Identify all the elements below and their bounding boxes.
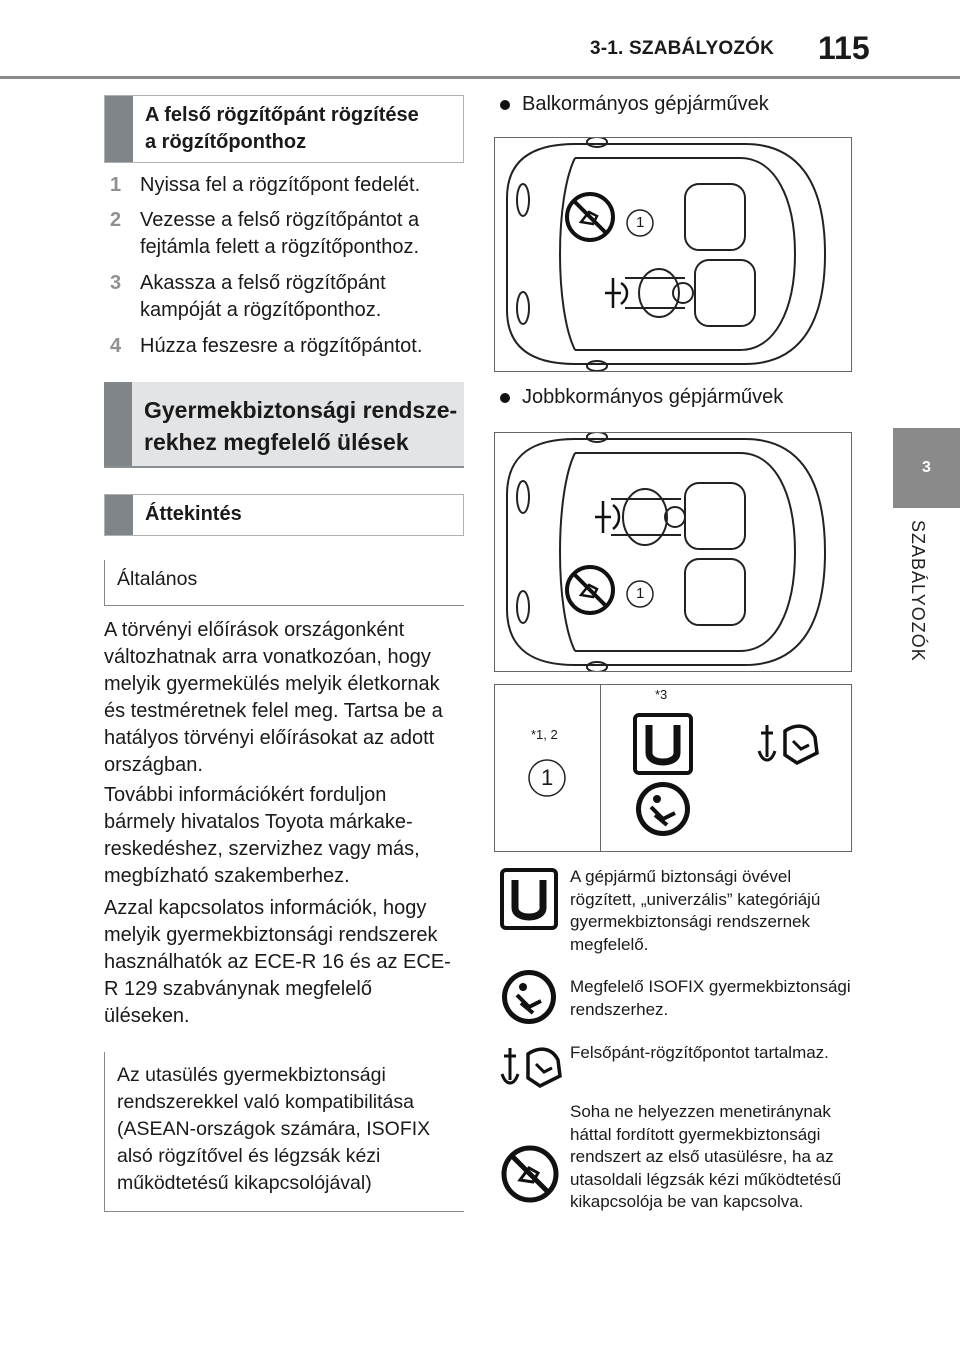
heading-suitable-seats	[104, 382, 464, 468]
universal-u-icon	[633, 713, 693, 775]
no-rear-facing-seat-icon	[500, 1144, 560, 1204]
legend-text-no-rear-facing: Soha ne helyezzen menetiránynak háttal fordított gyermekbiztonsági rendszert az első utasülésre, ha az utasoldali légzsák kézi működtetésű kikapcsolója be van kapcsolva.	[570, 1102, 842, 1211]
subheading-compatibility: Az utasülés gyermekbiztonsági rendszerekkel való kompatibilitása (ASEAN-országok számára, ISOFIX alsó rögzítővel és légzsák kézi működtetésű kikapcsolójával)	[104, 1052, 464, 1212]
header-divider	[0, 76, 960, 79]
chapter-tab[interactable]: 3	[893, 428, 960, 508]
page-number: 115	[818, 30, 870, 66]
isofix-seat-icon	[633, 779, 693, 839]
heading-line-2: a rögzítőponthoz	[145, 131, 307, 153]
car-top-view	[495, 138, 851, 371]
seat-number-label: 1	[636, 214, 645, 231]
car-diagram-lhd	[494, 137, 852, 372]
seat-number-label: 1	[636, 585, 645, 602]
top-tether-anchor-icon	[757, 717, 823, 771]
compatibility-table	[494, 684, 852, 852]
no-rear-facing-seat-icon	[563, 563, 617, 617]
table-note-right: *3	[655, 687, 668, 702]
heading-overview: Áttekintés	[104, 494, 464, 536]
paragraph-2: További információkért forduljon bármely hivatalos Toyota márkakereskedéshez, szervizhez vagy más, megbízható szakemberhez.	[104, 784, 420, 887]
section-title: 3-1. SZABÁLYOZÓK	[590, 38, 775, 59]
paragraph-3: Azzal kapcsolatos információk, hogy melyik gyermekbiztonsági rendszerek használhatók az ECE-R 16 és az ECE-R 129 szabványnak megfelelő üléseken.	[104, 897, 451, 1027]
legend-text-isofix: Megfelelő ISOFIX gyermekbiztonsági rendszerhez.	[570, 977, 851, 1019]
legend-text-top-tether: Felsőpánt-rögzítőpontot tartalmaz.	[570, 1043, 829, 1062]
car-top-view	[495, 433, 851, 671]
heading-line-1: A felső rögzítőpánt rögzítése	[145, 104, 419, 126]
no-rear-facing-seat-icon	[563, 190, 617, 244]
isofix-seat-icon	[500, 968, 558, 1026]
heading-line-1: Gyermekbiztonsági rendsze-	[144, 397, 458, 423]
top-tether-anchor-icon	[500, 1040, 566, 1094]
table-note-left: *1, 2	[531, 727, 558, 742]
legend-text-universal: A gépjármű biztonsági övével rögzített, „univerzális” kategóriájú gyermekbiztonsági rendszernek megfelelő.	[570, 867, 821, 954]
heading-top-tether	[104, 95, 464, 163]
paragraph-1: A törvényi előírások országonként változhatnak arra vonatkozóan, hogy melyik gyermekülés melyik életkornak és testméretnek felel meg. Tartsa be a hatályos törvényi előírásokat az adott országban.	[104, 619, 443, 776]
subheading-general: Általános	[104, 560, 464, 606]
car-diagram-rhd	[494, 432, 852, 672]
universal-u-icon	[500, 868, 558, 930]
heading-line-2: rekhez megfelelő ülések	[144, 429, 409, 455]
table-circle-number: 1	[541, 765, 554, 790]
